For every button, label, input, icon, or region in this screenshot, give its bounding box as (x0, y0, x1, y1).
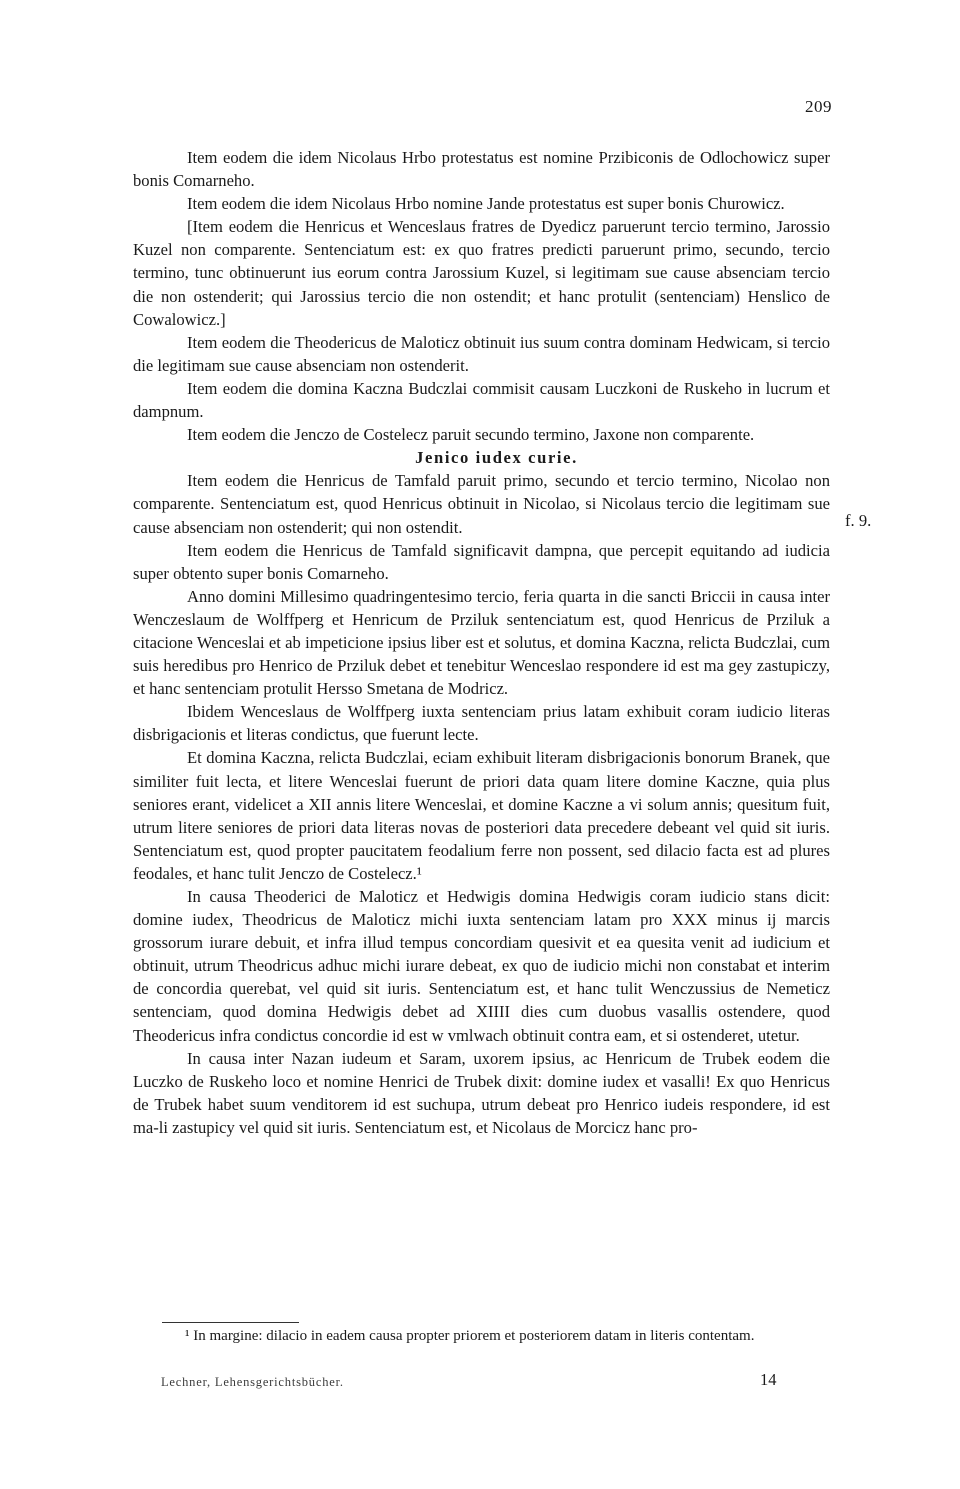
paragraph: [Item eodem die Henricus et Wenceslaus fratres de Dyedicz paruerunt tercio termino, Jarossio Kuzel non comparente. Sentenciatum est: ex quo fratres predicti paruerunt primo, secundo, tercio termino, tunc obtinuerunt ius eorum contra Jarossium Kuzel, si legitimam sue cause absenciam tercio die non ostenderit; qui Jarossius tercio die non ostendit; et hanc protulit (sentenciam) Henslico de Cowalowicz.] (133, 217, 830, 329)
section-heading: Jenico iudex curie. (415, 448, 578, 468)
paragraph: Item eodem die Henricus de Tamfald paruit primo, secundo et tercio termino, Nicolao non comparente. Sentenciatum est, quod Henricus obtinuit in Nicolao, si Nicolaus tercio die legitimam sue cause absenciam non ostenderit; qui non ostendit. (133, 471, 830, 537)
main-text (133, 146, 830, 1139)
page-number: 209 (805, 97, 832, 116)
paragraph: Anno domini Millesimo quadringentesimo tercio, feria quarta in die sancti Briccii in causa inter Wenczeslaum de Wolffperg et Henricum de Prziluk sentenciatum est, quod Henricus de Prziluk a citacione Wenceslai et ab impeticione ipsius liber est et solutus, et domina Kaczna, relicta Budczlai, cum suis heredibus pro Henrico de Prziluk debet et tenebitur Wenceslao respondere id est ma gey zastupiczy, et hanc sentenciam protulit Hersso Smetana de Modricz. (133, 586, 830, 699)
paragraph: In causa inter Nazan iudeum et Saram, uxorem ipsius, ac Henricum de Trubek eodem die Luczko de Ruskeho loco et nomine Henrici de Trubek dixit: domine iudex et vasalli! Ex quo Henricus de Trubek habet suum venditorem id est suchupa, utrum debeat pro Henrico iudeis respondere, id est ma-li zastupicy vel quid sit iuris. Sentenciatum est, et Nicolaus de Morcicz hanc pro- (133, 1048, 830, 1137)
paragraph: Item eodem die domina Kaczna Budczlai commisit causam Luczkoni de Ruskeho in lucrum et dampnum. (133, 378, 830, 422)
footnote: ¹ In margine: dilacio in eadem causa propter priorem et posteriorem datam in literis contentam. (185, 1328, 755, 1344)
paragraph: Item eodem die Henricus de Tamfald significavit dampna, que percepit equitando ad iudicia super obtento super bonis Comarneho. (133, 540, 830, 583)
paragraph: Ibidem Wenceslaus de Wolffperg iuxta sentenciam prius latam exhibuit coram iudicio literas disbrigacionis et literas condictus, que fuerunt lecte. (133, 702, 830, 745)
folio-marginal-note: f. 9. (845, 511, 872, 530)
paragraph: In causa Theoderici de Maloticz et Hedwigis domina Hedwigis coram iudicio stans dicit: domine iudex, Theodricus de Maloticz michi iuxta sentenciam latam pro XXX minus ij marcis grossorum iurare debuit, et infra illud tempus concordiam quesivit et ea quesita venit ad iudicium et obtinuit, utrum Theodricus adhuc michi iurare debeat, ex quo de iudicio michi non constabat et interim de concordia querebat, vel quid sit iuris. Sentenciatum est, et hanc tulit Wenczussius de Nemeticz sentenciam, quod domina Hedwigis debet ad XIIII dies cum duobus vasallis ostendere, quod Theodericus infra condictus concordie id est w vmlwach obtinuit contra eam, et si ostenderet, utetur. (133, 887, 830, 1045)
paragraph: Item eodem die idem Nicolaus Hrbo nomine Jande protestatus est super bonis Churowicz. (187, 194, 785, 214)
paragraph: Item eodem die idem Nicolaus Hrbo protestatus est nomine Przibiconis de Odlochowicz super bonis Comarneho. (133, 148, 830, 191)
footer-gathering-number: 14 (760, 1370, 777, 1389)
paragraph: Et domina Kaczna, relicta Budczlai, eciam exhibuit literam disbrigacionis bonorum Branek, que similiter fuit lecta, et litere Wenceslai fuerunt de priori data quam litere domine Kaczne, quia plus seniores erant, videlicet a XII annis litere Wenceslai, et domine Kaczne a vi solum annis; quesitum fuit, utrum litere seniores de priori data literas novas de posteriori data precedere debeant vel quid sit iuris. Sentenciatum est, quod propter paucitatem feodalium ferre non possent, sed dilacio facta est ad plures feodales, et hanc tulit Jenczo de Costelecz.¹ (133, 748, 830, 883)
paragraph: Item eodem die Theodericus de Maloticz obtinuit ius suum contra dominam Hedwicam, si tercio die legitimam sue cause absenciam non ostenderit. (133, 332, 830, 375)
footer-signature: Lechner, Lehensgerichtsbücher. (161, 1375, 344, 1389)
paragraph: Item eodem die Jenczo de Costelecz paruit secundo termino, Jaxone non comparente. (187, 425, 755, 445)
footnote-divider (162, 1322, 299, 1323)
